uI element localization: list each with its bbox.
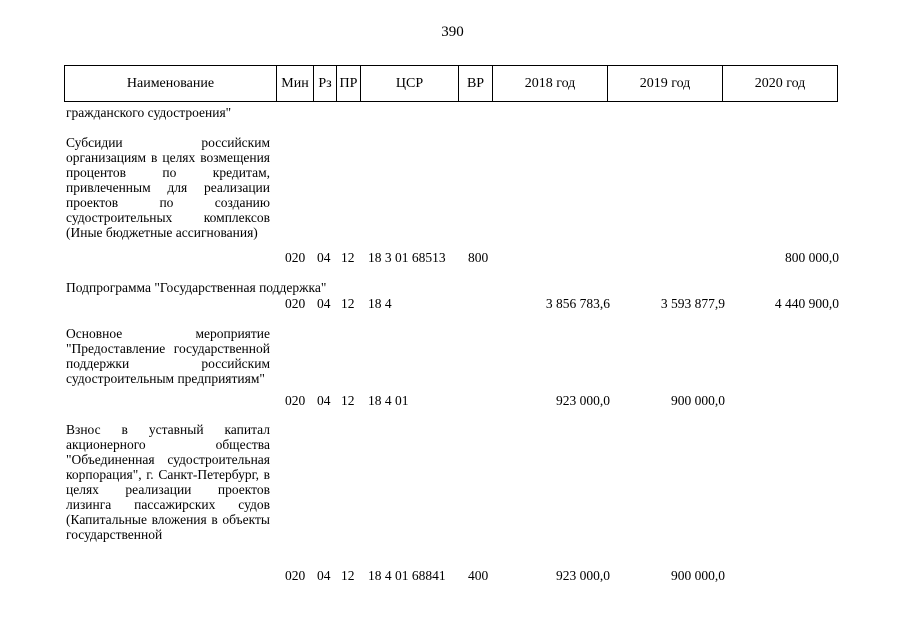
row-pr: 12: [341, 568, 355, 583]
row-2018: 3 856 783,6: [545, 296, 610, 311]
row-pr: 12: [341, 250, 355, 265]
row-csr: 18 3 01 68513: [368, 250, 446, 265]
row-2020: 4 440 900,0: [774, 296, 839, 311]
column-header-pr: ПР: [337, 66, 361, 102]
row-name: Подпрограмма "Государственная поддержка": [66, 280, 327, 295]
row-2019: 900 000,0: [671, 568, 725, 583]
row-csr: 18 4: [368, 296, 392, 311]
row-name: Взнос в уставный капитал акционерного общества "Объединенная судостроительная корпорация", г. Санкт-Петербург, в целях реализации проектов лизинга пассажирских судов (Капитальные вложения в объекты государственной: [66, 422, 270, 542]
row-vr: 400: [468, 568, 489, 583]
column-header-vr: ВР: [459, 66, 493, 102]
row-csr: 18 4 01 68841: [368, 568, 446, 583]
column-header-rz: Рз: [314, 66, 337, 102]
row-name: гражданского судостроения": [66, 105, 232, 120]
row-pr: 12: [341, 296, 355, 311]
column-header-2020: 2020 год: [723, 66, 838, 102]
row-min: 020: [285, 393, 306, 408]
row-2020: 800 000,0: [785, 250, 839, 265]
row-rz: 04: [317, 296, 331, 311]
row-min: 020: [285, 568, 306, 583]
row-rz: 04: [317, 568, 331, 583]
page-number: 390: [441, 24, 464, 40]
row-2018: 923 000,0: [556, 393, 610, 408]
row-pr: 12: [341, 393, 355, 408]
row-2019: 3 593 877,9: [660, 296, 725, 311]
row-min: 020: [285, 250, 306, 265]
column-header-csr: ЦСР: [361, 66, 459, 102]
row-2018: 923 000,0: [556, 568, 610, 583]
row-rz: 04: [317, 393, 331, 408]
row-name: Субсидии российским организациям в целях возмещения процентов по кредитам, привлеченным для реализации проектов по созданию судостроительных комплексов (Иные бюджетные ассигнования): [66, 135, 270, 240]
row-min: 020: [285, 296, 306, 311]
column-header-2018: 2018 год: [493, 66, 608, 102]
row-2019: 900 000,0: [671, 393, 725, 408]
row-name: Основное мероприятие "Предоставление государственной поддержки российским судостроительным предприятиям": [66, 326, 270, 386]
column-header-2019: 2019 год: [608, 66, 723, 102]
row-vr: 800: [468, 250, 489, 265]
column-header-min: Мин: [277, 66, 314, 102]
table-header: [64, 65, 838, 102]
column-header-name: Наименование: [65, 66, 277, 102]
row-csr: 18 4 01: [368, 393, 409, 408]
row-rz: 04: [317, 250, 331, 265]
